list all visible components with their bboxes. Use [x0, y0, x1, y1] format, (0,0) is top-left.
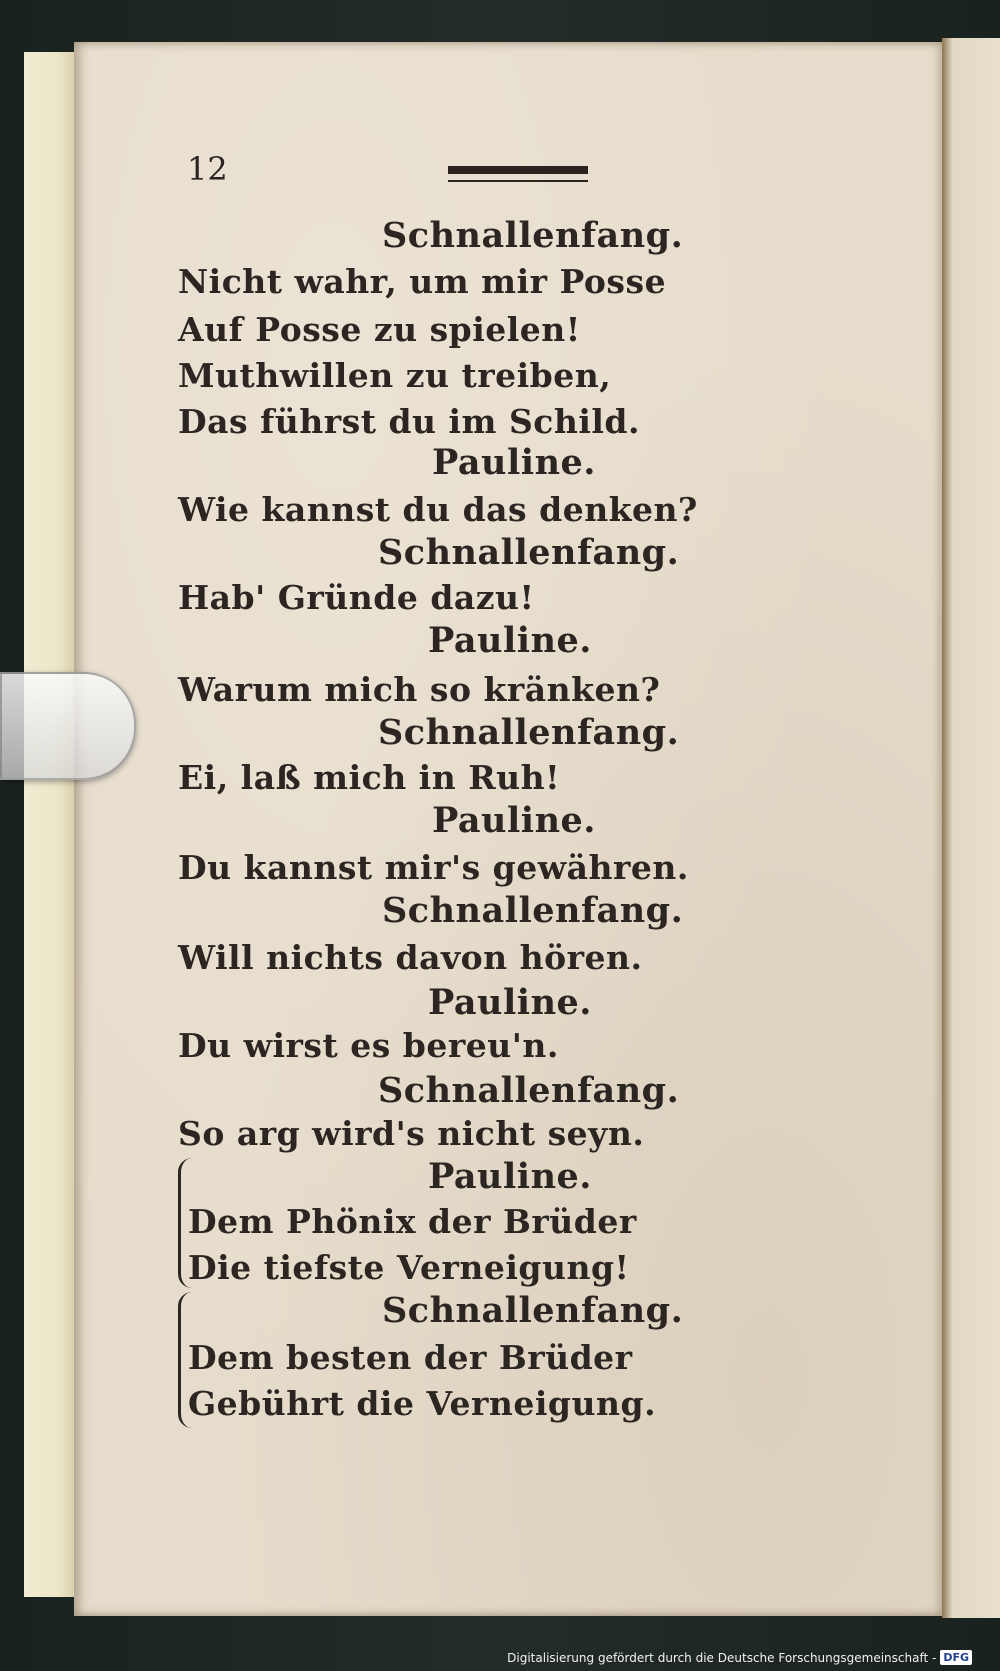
verse-line: Hab' Gründe dazu!: [178, 578, 535, 617]
duet-brace-upper: [178, 1158, 195, 1288]
credit-text: Digitalisierung gefördert durch die Deutsche Forschungsgemeinschaft -: [507, 1650, 937, 1665]
speaker-name: Pauline.: [432, 800, 596, 841]
verse-line: Nicht wahr, um mir Posse: [178, 262, 667, 301]
verse-line: Dem Phönix der Brüder: [188, 1202, 637, 1241]
speaker-name: Pauline.: [432, 442, 596, 483]
header-rule-thin: [448, 180, 588, 182]
speaker-name: Schnallenfang.: [378, 1070, 680, 1111]
verse-line: Dem besten der Brüder: [188, 1338, 633, 1377]
verse-line: Du kannst mir's gewähren.: [178, 848, 689, 887]
speaker-name: Schnallenfang.: [378, 712, 680, 753]
speaker-name: Schnallenfang.: [378, 532, 680, 573]
verse-line: Wie kannst du das denken?: [178, 490, 698, 529]
speaker-name: Schnallenfang.: [382, 215, 684, 256]
duet-brace-lower: [178, 1292, 195, 1428]
verse-line: Ei, laß mich in Ruh!: [178, 758, 561, 797]
speaker-name: Pauline.: [428, 1156, 592, 1197]
header-rule: [448, 166, 588, 174]
speaker-name: Schnallenfang.: [382, 890, 684, 931]
verse-line: Gebührt die Verneigung.: [188, 1384, 657, 1423]
verse-line: Das führst du im Schild.: [178, 402, 640, 441]
facing-page-edge: [942, 38, 1000, 1618]
page-clip: [0, 672, 136, 780]
page-number: 12: [187, 150, 228, 188]
digitization-credit: [507, 1650, 972, 1665]
speaker-name: Pauline.: [428, 982, 592, 1023]
speaker-name: Schnallenfang.: [382, 1290, 684, 1331]
dfg-logo: DFG: [940, 1650, 972, 1665]
verse-line: Die tiefste Verneigung!: [188, 1248, 630, 1287]
verse-line: Muthwillen zu treiben,: [178, 356, 612, 395]
verse-line: Will nichts davon hören.: [178, 938, 643, 977]
verse-line: Du wirst es bereu'n.: [178, 1026, 559, 1065]
speaker-name: Pauline.: [428, 620, 592, 661]
book-edge-left: [24, 52, 76, 1597]
verse-line: Warum mich so kränken?: [178, 670, 661, 709]
verse-line: Auf Posse zu spielen!: [178, 310, 581, 349]
verse-line: So arg wird's nicht seyn.: [178, 1114, 645, 1153]
